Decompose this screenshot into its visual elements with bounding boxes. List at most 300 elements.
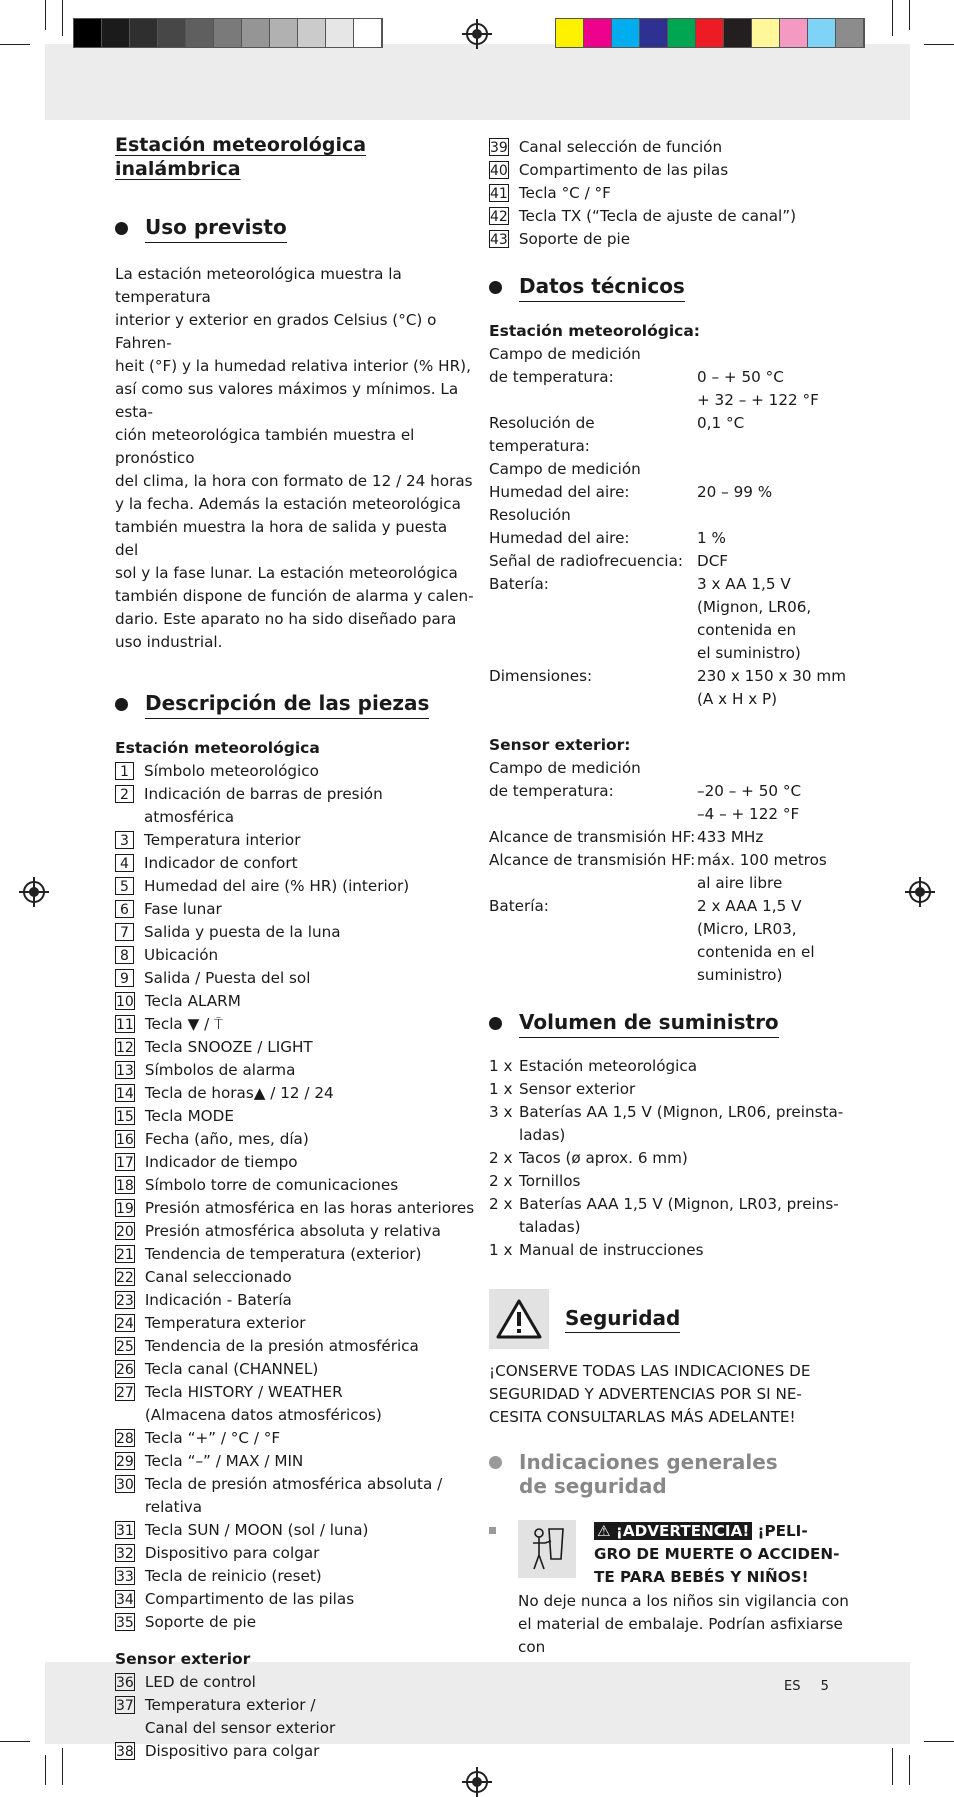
part-label-line: Compartimento de las pilas xyxy=(518,161,729,179)
color-swatch xyxy=(836,19,864,47)
part-number-box: 16 xyxy=(116,1132,134,1148)
part-label-line: Indicador de tiempo xyxy=(144,1153,298,1171)
part-label xyxy=(519,136,722,159)
spec-value-line: máx. 100 metros xyxy=(697,851,827,869)
spec-value-line: 0,1 °C xyxy=(697,414,745,432)
spec-label: de temperatura: xyxy=(489,782,614,800)
part-item xyxy=(115,875,475,898)
supply-item xyxy=(489,1147,849,1170)
spec-value xyxy=(697,481,772,504)
square-bullet-icon xyxy=(489,1527,496,1534)
paragraph-line: La estación meteorológica muestra la temperatura xyxy=(115,265,402,306)
part-item xyxy=(115,1519,475,1542)
part-number-box: 41 xyxy=(490,186,508,202)
bullet-icon xyxy=(489,1456,502,1469)
color-swatch xyxy=(724,19,752,47)
part-label-line: Tecla “+” / °C / °F xyxy=(144,1429,281,1447)
part-label-line: Tecla de horas▲ / 12 / 24 xyxy=(144,1084,334,1102)
part-label-line: Tecla de reinicio (reset) xyxy=(144,1567,322,1585)
spec-value-line: –20 – + 50 °C xyxy=(697,782,802,800)
part-label-line: Soporte de pie xyxy=(144,1613,257,1631)
part-number-box: 27 xyxy=(116,1385,134,1401)
spec-value-line: (A x H x P) xyxy=(697,690,778,708)
part-number-box: 2 xyxy=(115,785,134,803)
spec-row xyxy=(489,366,849,412)
spec-row xyxy=(489,780,849,826)
specs-station-title: Estación meteorológica: xyxy=(489,322,701,340)
gray-swatch xyxy=(214,19,242,47)
supply-label xyxy=(519,1170,580,1193)
part-label xyxy=(145,1036,313,1059)
spec-row xyxy=(489,504,849,527)
gray-swatch xyxy=(74,19,102,47)
crop-mark xyxy=(0,1741,30,1742)
crop-mark xyxy=(909,0,910,30)
part-label-line: Fecha (año, mes, día) xyxy=(144,1130,309,1148)
supply-label-line: taladas) xyxy=(519,1218,581,1236)
part-label-line: Dispositivo para colgar xyxy=(144,1742,320,1760)
spec-value xyxy=(697,412,744,458)
part-number-box: 39 xyxy=(490,140,508,156)
part-number-box: 13 xyxy=(116,1063,134,1079)
part-label xyxy=(145,1174,398,1197)
supply-quantity: 3 x xyxy=(489,1103,513,1121)
paragraph-line: ción meteorológica también muestra el pronóstico xyxy=(115,426,415,467)
part-label-line: Temperatura exterior xyxy=(144,1314,306,1332)
part-item xyxy=(115,921,475,944)
spec-row xyxy=(489,343,849,366)
gray-swatch xyxy=(242,19,270,47)
spec-row xyxy=(489,458,849,481)
parts-station-title: Estación meteorológica xyxy=(115,739,320,757)
spec-label: Alcance de transmisión HF: xyxy=(489,828,696,846)
part-label xyxy=(145,1588,354,1611)
part-item xyxy=(115,783,475,829)
spec-label: Batería: xyxy=(489,897,549,915)
part-number-box: 12 xyxy=(116,1040,134,1056)
part-label xyxy=(145,1220,441,1243)
part-number-box: 20 xyxy=(116,1224,134,1240)
part-item xyxy=(115,1611,475,1634)
crop-mark xyxy=(62,0,63,36)
color-swatch xyxy=(780,19,808,47)
part-label xyxy=(145,1289,292,1312)
gray-swatch xyxy=(102,19,130,47)
sensor-parts-list-continued xyxy=(489,136,849,251)
spec-value-line: (Micro, LR03, xyxy=(697,920,797,938)
part-label-line: Canal selección de función xyxy=(518,138,723,156)
spec-label: de temperatura: xyxy=(489,368,614,386)
supply-label-line: Tornillos xyxy=(519,1172,581,1190)
spec-row xyxy=(489,573,849,665)
spec-label: Resolución de temperatura: xyxy=(489,414,595,455)
part-item xyxy=(115,1013,475,1036)
spec-label: Batería: xyxy=(489,575,549,593)
supply-label xyxy=(519,1239,704,1262)
part-number-box: 3 xyxy=(115,831,134,849)
supply-label-line: Baterías AA 1,5 V (Mignon, LR06, preinsta- xyxy=(519,1103,844,1121)
warning-badge: ⚠ ¡ADVERTENCIA! xyxy=(594,1522,752,1540)
part-label-line: Indicación de barras de presión atmosférica xyxy=(144,785,383,826)
caps-line: SEGURIDAD Y ADVERTENCIAS POR SI NE- xyxy=(489,1385,802,1403)
paragraph-line: interior y exterior en grados Celsius (°C) o Fahren- xyxy=(115,311,437,352)
part-label xyxy=(144,760,319,783)
spec-value-line: al aire libre xyxy=(697,874,783,892)
part-item xyxy=(115,1473,475,1519)
part-label xyxy=(145,1243,422,1266)
part-item xyxy=(115,1220,475,1243)
part-number-box: 30 xyxy=(116,1477,134,1493)
spec-value xyxy=(697,527,726,550)
crop-mark xyxy=(909,1755,910,1785)
spec-row xyxy=(489,550,849,573)
gray-swatch xyxy=(186,19,214,47)
part-item xyxy=(115,1671,475,1694)
part-label xyxy=(144,898,222,921)
supply-quantity: 2 x xyxy=(489,1195,513,1213)
part-label xyxy=(145,1611,256,1634)
part-label-line: Fase lunar xyxy=(144,900,222,918)
part-number-box: 33 xyxy=(116,1569,134,1585)
supply-quantity: 1 x xyxy=(489,1057,513,1075)
part-label xyxy=(519,205,796,228)
grayscale-bar xyxy=(73,18,383,48)
part-item xyxy=(115,1243,475,1266)
part-label xyxy=(145,1105,234,1128)
part-item xyxy=(115,944,475,967)
crop-mark xyxy=(924,1741,954,1742)
part-item xyxy=(115,1174,475,1197)
part-item xyxy=(489,159,849,182)
part-item xyxy=(115,1588,475,1611)
paragraph-line: uso industrial. xyxy=(115,633,223,651)
part-number-box: 36 xyxy=(116,1675,134,1691)
part-label xyxy=(145,1565,322,1588)
part-item xyxy=(115,1197,475,1220)
color-swatch xyxy=(640,19,668,47)
part-number-box: 38 xyxy=(116,1744,134,1760)
supply-item xyxy=(489,1101,849,1147)
part-label xyxy=(145,1197,474,1220)
document-title: Estación meteorológica inalámbrica xyxy=(115,134,367,180)
part-number-box: 29 xyxy=(116,1454,134,1470)
spec-row xyxy=(489,895,849,987)
part-label xyxy=(145,1151,298,1174)
part-label-line: LED de control xyxy=(144,1673,256,1691)
supply-item xyxy=(489,1078,849,1101)
part-item xyxy=(115,967,475,990)
color-bar xyxy=(555,18,865,48)
part-number-box: 11 xyxy=(116,1017,134,1033)
part-number-box: 17 xyxy=(116,1155,134,1171)
part-number-box: 22 xyxy=(116,1270,134,1286)
heading-general-safety: Indicaciones generales de seguridad xyxy=(489,1450,849,1498)
part-label-line: Temperatura interior xyxy=(144,831,301,849)
spec-row xyxy=(489,826,849,849)
spec-value-line: 1 % xyxy=(697,529,726,547)
part-number-box: 10 xyxy=(116,994,134,1010)
part-item xyxy=(115,1358,475,1381)
spec-value-line: contenida en xyxy=(697,621,797,639)
part-label-line: (Almacena datos atmosféricos) xyxy=(144,1406,382,1424)
part-number-box: 31 xyxy=(116,1523,134,1539)
spec-value-line: 3 x AA 1,5 V xyxy=(697,575,791,593)
part-number-box: 42 xyxy=(490,209,508,225)
part-number-box: 23 xyxy=(116,1293,134,1309)
color-swatch xyxy=(556,19,584,47)
spec-value-line: suministro) xyxy=(697,966,783,984)
part-label xyxy=(144,921,341,944)
part-label-line: Tecla HISTORY / WEATHER xyxy=(144,1383,343,1401)
uso-previsto-text xyxy=(115,263,475,654)
part-item xyxy=(115,1381,475,1427)
supply-label-line: Manual de instrucciones xyxy=(519,1241,704,1259)
child-with-bag-icon xyxy=(518,1520,576,1578)
spec-label: Humedad del aire: xyxy=(489,529,630,547)
supply-label xyxy=(519,1193,839,1239)
heading-seguridad: Seguridad xyxy=(489,1289,849,1349)
supply-label-line: ladas) xyxy=(519,1126,566,1144)
registration-mark-top xyxy=(466,23,488,45)
part-label-line: Tecla ALARM xyxy=(144,992,241,1010)
part-item xyxy=(489,205,849,228)
color-swatch xyxy=(612,19,640,47)
part-label xyxy=(145,1671,256,1694)
part-label-line: Canal seleccionado xyxy=(144,1268,292,1286)
supply-label-line: Tacos (ø aprox. 6 mm) xyxy=(519,1149,688,1167)
part-label-line: Tecla °C / °F xyxy=(518,184,611,202)
part-number-box: 5 xyxy=(115,877,134,895)
part-item xyxy=(115,1565,475,1588)
part-item xyxy=(115,990,475,1013)
part-number-box: 43 xyxy=(490,232,508,248)
part-label-line: Temperatura exterior / xyxy=(144,1696,316,1714)
crop-mark xyxy=(0,44,30,45)
supply-item xyxy=(489,1193,849,1239)
specs-station-table xyxy=(489,343,849,711)
part-item xyxy=(489,228,849,251)
warning-title: ⚠ ¡ADVERTENCIA! ¡PELI- GRO DE MUERTE O ACCIDEN- TE PARA BEBÉS Y NIÑOS! xyxy=(594,1522,840,1586)
part-label-line: Presión atmosférica absoluta y relativa xyxy=(144,1222,441,1240)
part-label xyxy=(145,1312,306,1335)
part-number-box: 1 xyxy=(115,762,134,780)
spec-value-line: –4 – + 122 °F xyxy=(697,805,800,823)
gray-swatch xyxy=(298,19,326,47)
paragraph-line: sol y la fase lunar. La estación meteorológica xyxy=(115,564,458,582)
part-item xyxy=(115,898,475,921)
part-number-box: 14 xyxy=(116,1086,134,1102)
spec-label: Dimensiones: xyxy=(489,667,593,685)
supply-item xyxy=(489,1055,849,1078)
spec-label: Alcance de transmisión HF: xyxy=(489,851,696,869)
spec-label: Resolución xyxy=(489,506,571,524)
part-item xyxy=(115,1082,475,1105)
supply-label xyxy=(519,1101,843,1147)
spec-value xyxy=(697,550,728,573)
part-label-line: Indicación - Batería xyxy=(144,1291,292,1309)
part-label-line: Compartimento de las pilas xyxy=(144,1590,355,1608)
part-number-box: 37 xyxy=(116,1698,134,1714)
part-label-line: Símbolo meteorológico xyxy=(144,762,319,780)
part-number-box: 32 xyxy=(116,1546,134,1562)
station-parts-list xyxy=(115,760,475,1634)
spec-label: Campo de medición xyxy=(489,759,641,777)
crop-mark xyxy=(892,1748,893,1785)
safety-caps-text xyxy=(489,1360,849,1429)
part-label-line: Ubicación xyxy=(144,946,219,964)
registration-mark-right xyxy=(909,881,931,903)
part-label-line: Dispositivo para colgar xyxy=(144,1544,320,1562)
registration-mark-bottom xyxy=(466,1771,488,1793)
part-item xyxy=(115,1128,475,1151)
part-label xyxy=(145,1427,280,1450)
part-label xyxy=(145,1740,320,1763)
supply-item xyxy=(489,1170,849,1193)
heading-descripcion: Descripción de las piezas xyxy=(115,690,475,719)
part-label-line: Tecla SUN / MOON (sol / luna) xyxy=(144,1521,369,1539)
right-column xyxy=(489,136,849,1659)
supply-quantity: 1 x xyxy=(489,1241,513,1259)
paragraph-line: así como sus valores máximos y mínimos. La esta- xyxy=(115,380,459,421)
supply-label xyxy=(519,1147,688,1170)
part-label xyxy=(145,1013,223,1036)
supply-label-line: Estación meteorológica xyxy=(519,1057,698,1075)
part-item xyxy=(115,1427,475,1450)
spec-row xyxy=(489,665,849,711)
crop-mark xyxy=(62,1748,63,1785)
part-label xyxy=(145,1358,318,1381)
part-item xyxy=(115,1312,475,1335)
part-label-line: relativa xyxy=(144,1498,203,1516)
part-item xyxy=(115,1542,475,1565)
supply-label-line: Sensor exterior xyxy=(519,1080,636,1098)
part-label-line: Tecla MODE xyxy=(144,1107,234,1125)
spec-value xyxy=(697,573,811,665)
part-number-box: 21 xyxy=(116,1247,134,1263)
part-number-box: 7 xyxy=(115,923,134,941)
part-label xyxy=(145,1450,303,1473)
part-number-box: 8 xyxy=(115,946,134,964)
part-label-line: Humedad del aire (% HR) (interior) xyxy=(144,877,410,895)
spec-value-line: 230 x 150 x 30 mm xyxy=(697,667,847,685)
color-swatch xyxy=(584,19,612,47)
part-item xyxy=(115,1289,475,1312)
paragraph-line: heit (°F) y la humedad relativa interior (% HR), xyxy=(115,357,471,375)
part-item xyxy=(489,136,849,159)
spec-value xyxy=(697,665,846,711)
supply-label xyxy=(519,1078,635,1101)
spec-row xyxy=(489,481,849,504)
part-number-box: 9 xyxy=(115,969,134,987)
supply-list xyxy=(489,1055,849,1262)
bullet-icon xyxy=(489,1017,502,1030)
spec-value xyxy=(697,849,827,895)
supply-quantity: 1 x xyxy=(489,1080,513,1098)
part-label-line: Soporte de pie xyxy=(518,230,631,248)
spec-row xyxy=(489,527,849,550)
part-label xyxy=(145,1542,320,1565)
paragraph-line: dario. Este aparato no ha sido diseñado para xyxy=(115,610,457,628)
part-label-line: Tendencia de la presión atmosférica xyxy=(144,1337,419,1355)
part-label xyxy=(145,1519,369,1542)
paragraph-line: y la fecha. Además la estación meteorológica xyxy=(115,495,461,513)
spec-value xyxy=(697,780,801,826)
gray-swatch xyxy=(130,19,158,47)
registration-mark-left xyxy=(23,881,45,903)
part-label xyxy=(145,1128,309,1151)
part-item xyxy=(115,1335,475,1358)
bullet-icon xyxy=(489,281,502,294)
spec-row xyxy=(489,849,849,895)
heading-volumen: Volumen de suministro xyxy=(489,1009,849,1038)
part-item xyxy=(115,1450,475,1473)
heading-datos-tecnicos: Datos técnicos xyxy=(489,273,849,302)
part-label-line: Tecla de presión atmosférica absoluta / xyxy=(144,1475,443,1493)
caps-line: ¡CONSERVE TODAS LAS INDICACIONES DE xyxy=(489,1362,811,1380)
page-footer: ES 5 xyxy=(784,1679,829,1694)
supply-label-line: Baterías AAA 1,5 V (Mignon, LR03, preins- xyxy=(519,1195,839,1213)
part-number-box: 28 xyxy=(116,1431,134,1447)
part-label-line: Canal del sensor exterior xyxy=(144,1719,336,1737)
caps-line: CESITA CONSULTARLAS MÁS ADELANTE! xyxy=(489,1408,796,1426)
part-number-box: 19 xyxy=(116,1201,134,1217)
part-number-box: 40 xyxy=(490,163,508,179)
part-number-box: 25 xyxy=(116,1339,134,1355)
spec-row xyxy=(489,757,849,780)
part-label-line: Símbolos de alarma xyxy=(144,1061,296,1079)
crop-mark xyxy=(892,0,893,36)
part-item xyxy=(115,1266,475,1289)
warning-text: No deje nunca a los niños sin vigilancia con el material de embalaje. Podrían asfixiarse con xyxy=(518,1592,849,1656)
part-label xyxy=(519,182,611,205)
paragraph-line: también dispone de función de alarma y calen- xyxy=(115,587,474,605)
part-number-box: 4 xyxy=(115,854,134,872)
header-band xyxy=(45,44,910,120)
part-number-box: 24 xyxy=(116,1316,134,1332)
part-number-box: 15 xyxy=(116,1109,134,1125)
part-item xyxy=(115,852,475,875)
part-item xyxy=(115,1740,475,1763)
color-swatch xyxy=(668,19,696,47)
color-swatch xyxy=(752,19,780,47)
part-number-box: 18 xyxy=(116,1178,134,1194)
gray-swatch xyxy=(270,19,298,47)
spec-value xyxy=(697,366,819,412)
color-swatch xyxy=(696,19,724,47)
spec-label: Señal de radiofrecuencia: xyxy=(489,552,684,570)
spec-value-line: 433 MHz xyxy=(697,828,764,846)
part-label xyxy=(145,990,241,1013)
part-label-line: Tecla TX (“Tecla de ajuste de canal”) xyxy=(518,207,797,225)
part-label xyxy=(145,1473,442,1519)
paragraph-line: también muestra la hora de salida y puesta del xyxy=(115,518,448,559)
part-label-line: Salida y puesta de la luna xyxy=(144,923,341,941)
spec-value-line: + 32 – + 122 °F xyxy=(697,391,819,409)
color-swatch xyxy=(808,19,836,47)
part-label xyxy=(144,829,300,852)
part-label xyxy=(519,228,630,251)
part-label-line: Indicador de confort xyxy=(144,854,298,872)
part-label xyxy=(145,1266,292,1289)
part-number-box: 34 xyxy=(116,1592,134,1608)
supply-label xyxy=(519,1055,697,1078)
specs-sensor-table xyxy=(489,757,849,987)
bullet-icon xyxy=(115,698,128,711)
part-label xyxy=(145,1694,335,1740)
warning-triangle-icon xyxy=(489,1289,549,1349)
gray-swatch xyxy=(354,19,382,47)
warning-block xyxy=(489,1520,849,1659)
